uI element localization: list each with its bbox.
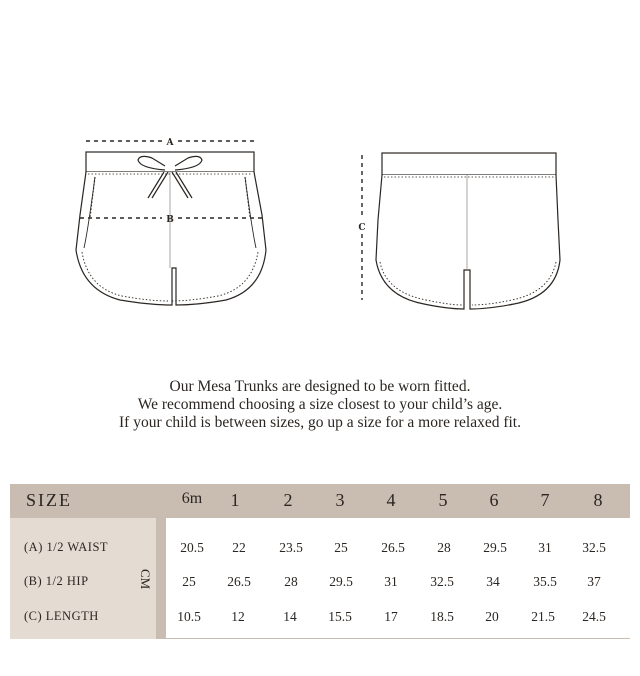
table-cell: 34 [486,574,500,589]
dimension-a-label: A [166,138,174,148]
fit-line-3: If your child is between sizes, go up a size for a more relaxed fit. [119,414,521,431]
size-col-3: 3 [335,490,345,510]
table-cell: 20.5 [180,540,204,555]
row-label-length: (C) LENGTH [24,609,99,623]
table-cell: 28 [437,540,451,555]
table-cell: 31 [384,574,398,589]
size-col-4: 4 [386,490,396,510]
size-col-7: 7 [540,490,550,510]
table-cell: 37 [587,574,601,589]
table-cell: 32.5 [430,574,454,589]
size-col-2: 2 [283,490,293,510]
table-cell: 22 [232,540,246,555]
table-cell: 29.5 [483,540,507,555]
fit-line-2: We recommend choosing a size closest to your child’s age. [137,396,503,413]
back-view-drawing [376,153,560,309]
size-col-1: 1 [230,490,240,510]
table-cell: 24.5 [582,609,606,624]
table-cell: 28 [284,574,298,589]
table-cell: 10.5 [177,609,201,624]
table-cell: 23.5 [279,540,303,555]
table-cell: 26.5 [381,540,405,555]
size-heading: SIZE [26,490,72,510]
table-cell: 25 [182,574,196,589]
table-cell: 12 [231,609,245,624]
front-view-drawing [76,152,266,305]
table-cell: 32.5 [582,540,606,555]
dimension-b-label: B [166,215,174,225]
unit-label: CM [138,569,153,590]
row-label-waist: (A) 1/2 WAIST [24,540,109,554]
size-col-8: 8 [593,490,603,510]
table-cell: 18.5 [430,609,454,624]
table-cell: 20 [485,609,499,624]
size-col-5: 5 [438,490,448,510]
table-cell: 31 [538,540,552,555]
size-col-6m: 6m [181,490,203,507]
table-bottom-rule [166,638,630,639]
table-cell: 21.5 [531,609,555,624]
table-cell: 14 [283,609,297,624]
trunks-diagram [0,0,640,330]
dimension-c-label: C [358,223,366,233]
table-cell: 26.5 [227,574,251,589]
size-chart-table [10,484,630,639]
fit-line-1: Our Mesa Trunks are designed to be worn fitted. [169,378,471,395]
table-cell: 17 [384,609,398,624]
row-label-hip: (B) 1/2 HIP [24,574,89,588]
table-cell: 25 [334,540,348,555]
fit-description [0,378,640,432]
table-cell: 29.5 [329,574,353,589]
size-col-6: 6 [489,490,499,510]
table-cell: 35.5 [533,574,557,589]
table-cell: 15.5 [328,609,352,624]
